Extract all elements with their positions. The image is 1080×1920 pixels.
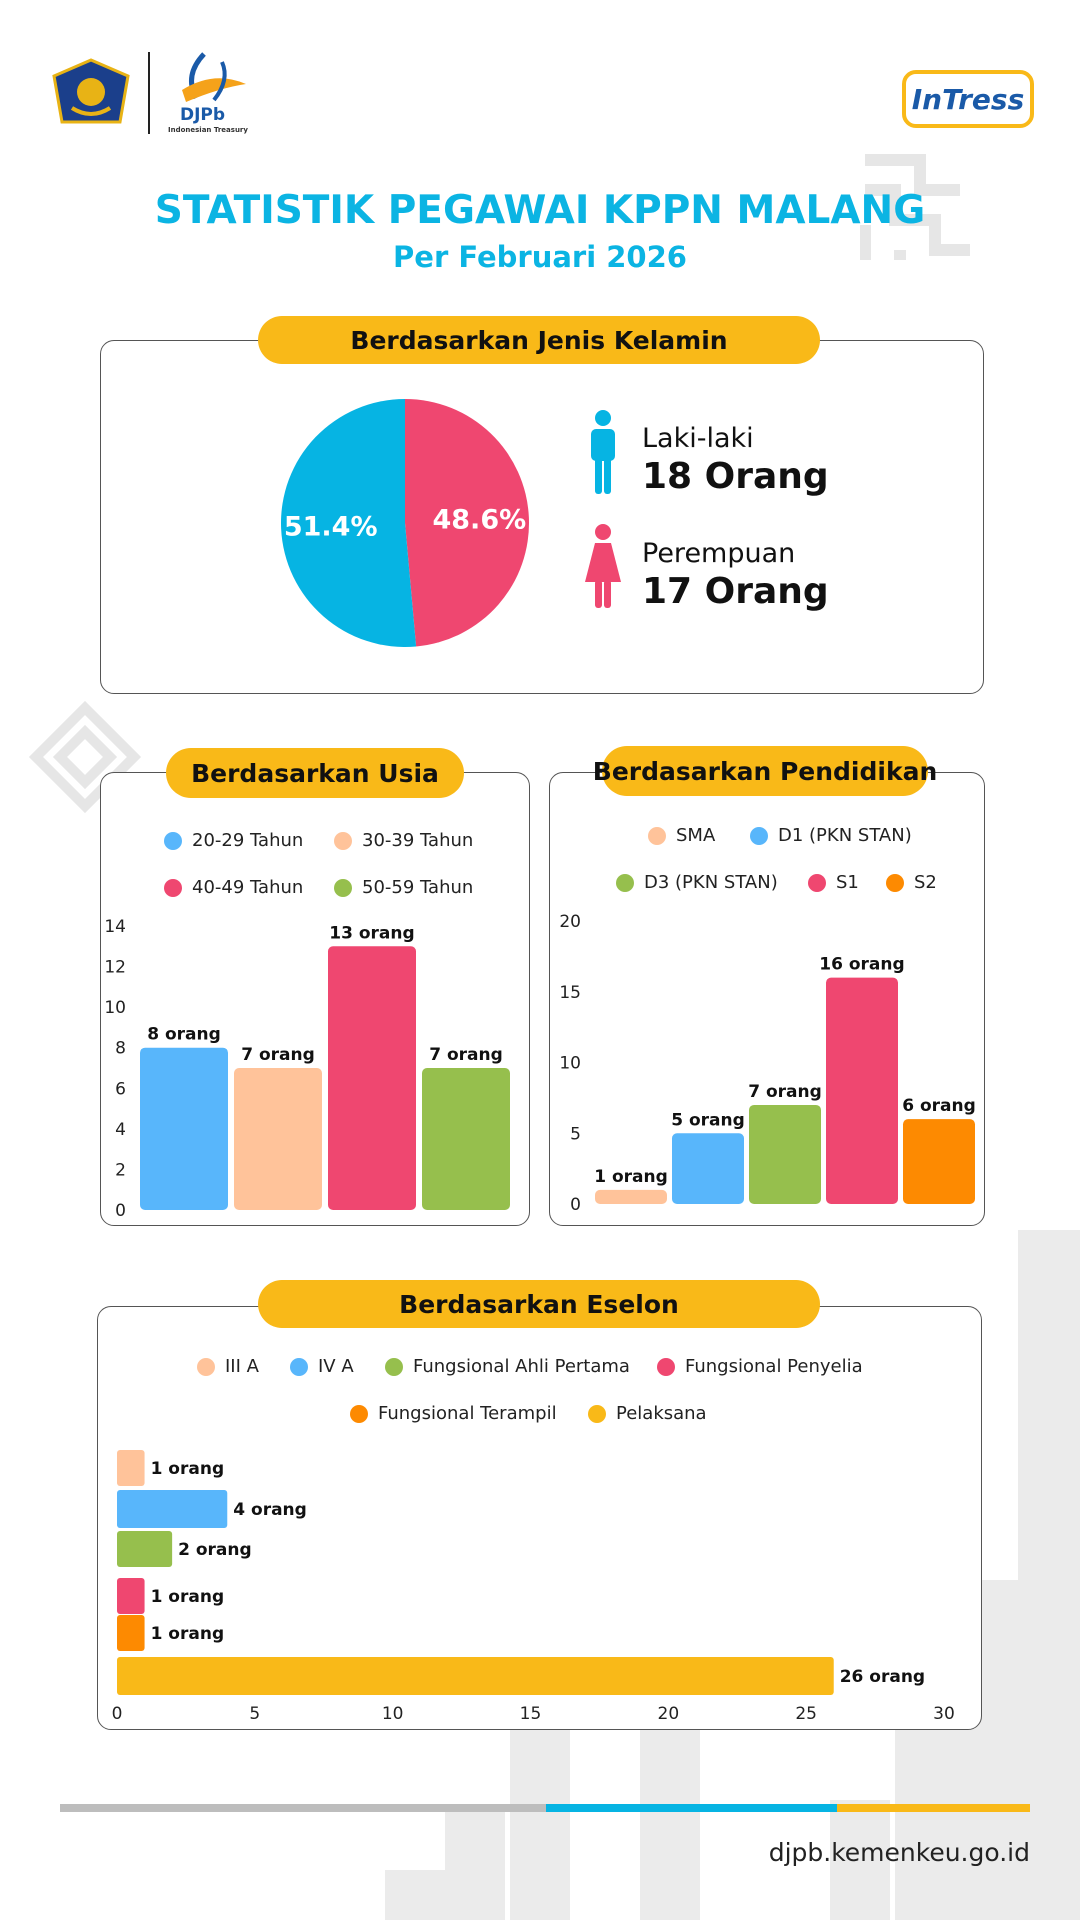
eselon-legend-item	[350, 1403, 557, 1424]
usia-bar-chart	[100, 900, 528, 1220]
pendidikan-legend-item	[648, 825, 715, 846]
bar-data-label: 1 orang	[150, 1624, 225, 1644]
legend-dot	[164, 879, 182, 897]
eselon-legend-item	[588, 1403, 707, 1424]
bar-data-label: 6 orang	[902, 1096, 976, 1117]
legend-dot	[588, 1405, 606, 1423]
bar-data-label: 4 orang	[233, 1500, 307, 1520]
bar-data-label: 1 orang	[594, 1166, 668, 1187]
legend-dot	[385, 1358, 403, 1376]
bar-data-label: 8 orang	[147, 1024, 221, 1045]
bar-data-label: 7 orang	[429, 1045, 503, 1065]
eselon-bar-chart	[97, 1440, 980, 1728]
female-label: Perempuan	[642, 538, 796, 569]
y-tick-label: 14	[104, 917, 126, 937]
female-icon	[582, 524, 624, 613]
usia-legend-item	[164, 830, 303, 851]
x-tick-label: 15	[519, 1704, 542, 1724]
eselon-legend-item	[290, 1356, 354, 1377]
legend-label: 30-39 Tahun	[362, 830, 474, 851]
legend-label: 20-29 Tahun	[192, 830, 304, 851]
bar	[140, 1048, 228, 1210]
y-tick-label: 12	[104, 957, 126, 978]
y-tick-label: 6	[115, 1079, 126, 1100]
footer-url: djpb.kemenkeu.go.id	[768, 1838, 1030, 1867]
x-tick-label: 20	[657, 1704, 680, 1724]
x-tick-label: 5	[249, 1704, 261, 1724]
bar-data-label: 7 orang	[748, 1081, 822, 1102]
gender-section-label: Berdasarkan Jenis Kelamin	[258, 316, 820, 364]
stripe-gray	[60, 1804, 546, 1812]
eselon-legend-item	[657, 1356, 863, 1377]
male-label: Laki-laki	[642, 423, 754, 454]
page-subtitle: Per Februari 2026	[393, 240, 687, 274]
legend-label: III A	[225, 1356, 259, 1377]
intress-logo	[902, 70, 1034, 128]
legend-dot	[616, 874, 634, 892]
bar-data-label: 2 orang	[178, 1540, 252, 1560]
legend-label: Fungsional Ahli Pertama	[413, 1356, 630, 1377]
y-tick-label: 10	[104, 998, 126, 1019]
legend-label: S2	[914, 872, 937, 893]
bar	[117, 1531, 172, 1567]
legend-dot	[334, 832, 352, 850]
pendidikan-legend-item	[616, 872, 778, 893]
logo-divider	[148, 52, 150, 134]
legend-label: 50-59 Tahun	[362, 877, 474, 898]
y-tick-label: 5	[570, 1124, 581, 1145]
legend-dot	[350, 1405, 368, 1423]
x-tick-label: 30	[933, 1704, 955, 1724]
eselon-legend-item	[385, 1356, 630, 1377]
y-tick-label: 20	[559, 912, 581, 932]
legend-dot	[164, 832, 182, 850]
bar	[117, 1578, 145, 1614]
pendidikan-section-label: Berdasarkan Pendidikan	[602, 746, 928, 796]
bar	[672, 1133, 744, 1204]
legend-label: SMA	[676, 825, 716, 846]
pendidikan-legend-item	[750, 825, 912, 846]
x-tick-label: 10	[381, 1704, 404, 1724]
legend-label: Fungsional Penyelia	[685, 1356, 863, 1377]
gender-pie-chart	[280, 398, 530, 648]
stripe-blue	[546, 1804, 837, 1812]
female-count: 17 Orang	[642, 571, 829, 612]
male-count: 18 Orang	[642, 456, 829, 497]
pendidikan-legend-item	[886, 872, 937, 893]
x-tick-label: 0	[111, 1704, 123, 1724]
footer-stripe	[60, 1804, 1030, 1812]
bar	[749, 1105, 821, 1204]
djpb-logo-subtext: Indonesian Treasury	[168, 126, 248, 134]
usia-section-label: Berdasarkan Usia	[166, 748, 464, 798]
pie-data-label: 51.4%	[283, 511, 378, 543]
eselon-section-label: Berdasarkan Eselon	[258, 1280, 820, 1328]
bar	[117, 1657, 834, 1695]
bar	[234, 1068, 322, 1210]
bar-data-label: 7 orang	[241, 1045, 315, 1065]
legend-label: Fungsional Terampil	[378, 1403, 557, 1424]
bar-data-label: 26 orang	[839, 1667, 926, 1687]
male-icon	[588, 410, 618, 499]
legend-dot	[750, 827, 768, 845]
djpb-logo-text: DJPb	[180, 105, 226, 125]
legend-label: D3 (PKN STAN)	[644, 872, 778, 893]
y-tick-label: 0	[115, 1201, 126, 1220]
legend-label: D1 (PKN STAN)	[778, 825, 912, 846]
legend-label: 40-49 Tahun	[192, 877, 304, 898]
bar	[422, 1068, 510, 1210]
y-tick-label: 8	[115, 1038, 126, 1059]
usia-legend-item	[334, 830, 473, 851]
legend-dot	[648, 827, 666, 845]
legend-label: Pelaksana	[616, 1403, 707, 1424]
pendidikan-legend-item	[808, 872, 859, 893]
bar-data-label: 1 orang	[150, 1587, 225, 1607]
bar	[903, 1119, 975, 1204]
kemenkeu-logo	[52, 58, 130, 132]
legend-dot	[290, 1358, 308, 1376]
legend-dot	[886, 874, 904, 892]
eselon-legend-item	[197, 1356, 259, 1377]
y-tick-label: 0	[570, 1195, 581, 1215]
bar	[595, 1190, 667, 1204]
y-tick-label: 2	[115, 1160, 126, 1181]
usia-legend-item	[334, 877, 473, 898]
bar-data-label: 5 orang	[671, 1110, 745, 1131]
pendidikan-bar-chart	[549, 900, 983, 1220]
bar-data-label: 13 orang	[329, 923, 415, 944]
stripe-yellow	[837, 1804, 1030, 1812]
bar	[328, 946, 416, 1210]
legend-dot	[808, 874, 826, 892]
y-tick-label: 4	[115, 1119, 126, 1140]
bar-data-label: 16 orang	[819, 954, 905, 975]
bar-data-label: 1 orang	[150, 1459, 225, 1479]
legend-dot	[657, 1358, 675, 1376]
legend-label: IV A	[318, 1356, 354, 1377]
djpb-logo	[168, 50, 258, 140]
legend-dot	[197, 1358, 215, 1376]
y-tick-label: 10	[559, 1053, 581, 1074]
legend-dot	[334, 879, 352, 897]
gender-card	[100, 340, 984, 694]
legend-label: S1	[836, 872, 859, 893]
y-tick-label: 15	[559, 982, 581, 1003]
x-tick-label: 25	[795, 1704, 817, 1724]
bar	[117, 1450, 145, 1486]
bar	[117, 1490, 227, 1528]
bar	[117, 1615, 145, 1651]
bar	[826, 978, 898, 1204]
pie-data-label: 48.6%	[432, 504, 527, 536]
intress-logo-text: InTress	[911, 82, 1025, 116]
page-title: STATISTIK PEGAWAI KPPN MALANG	[154, 188, 926, 233]
djpb-emblem-icon	[174, 50, 254, 108]
usia-legend-item	[164, 877, 303, 898]
